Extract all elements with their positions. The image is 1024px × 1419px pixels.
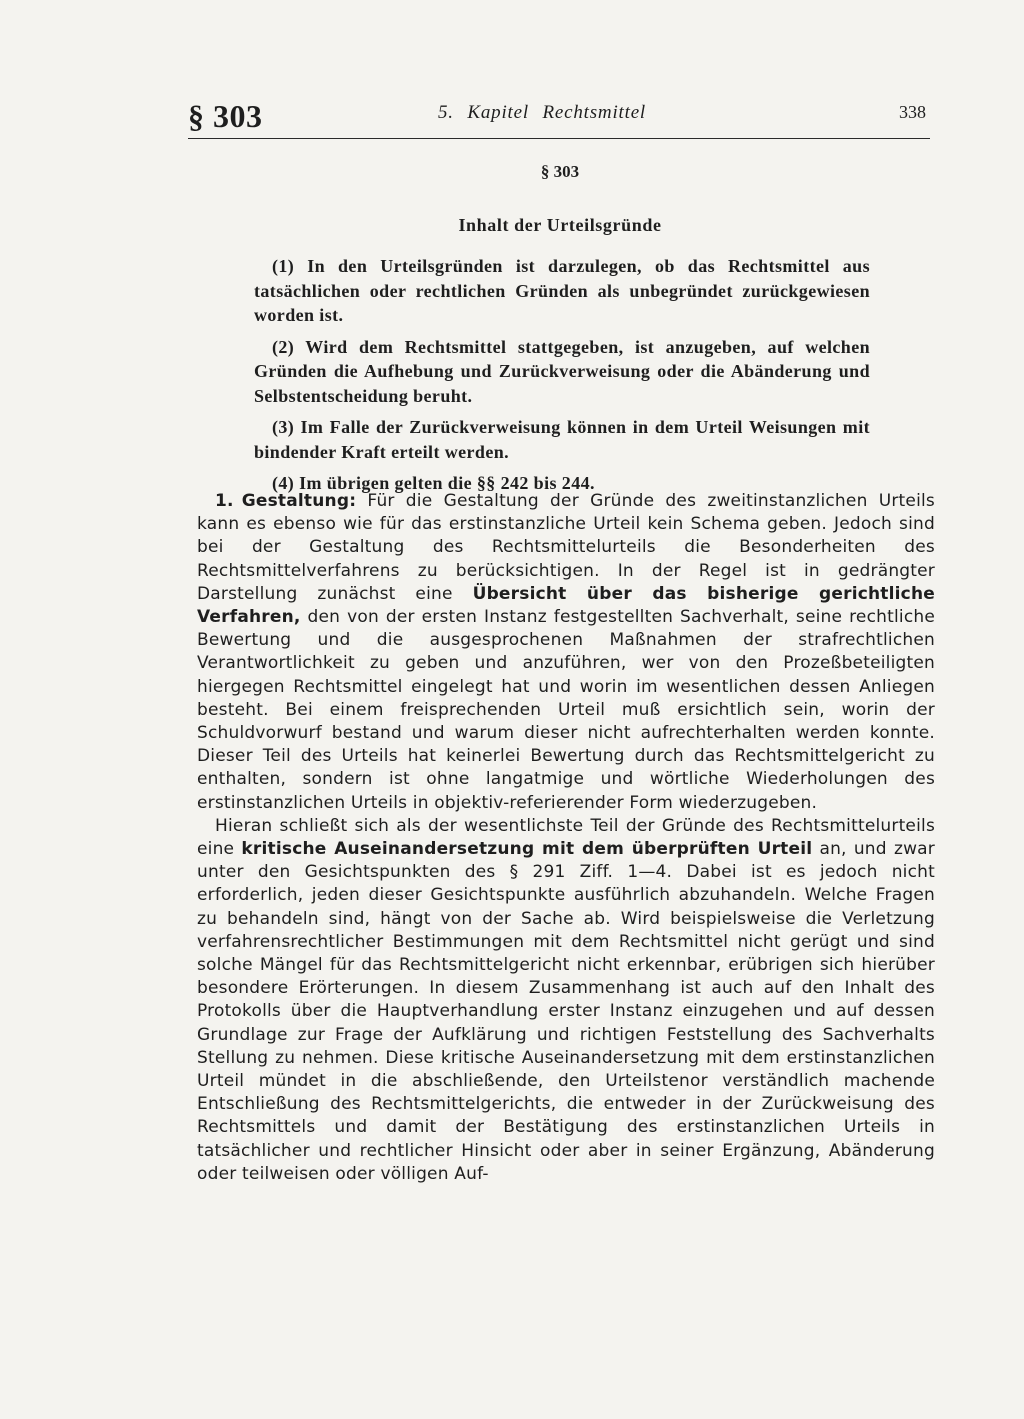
statute-paragraph-1: (1) In den Urteilsgründen ist darzulegen, ob das Rechtsmittel aus tatsächlichen oder rechtlichen Gründen als unbegründet zurückgewiesen worden ist. — [254, 256, 870, 325]
commentary-label: Gestaltung: — [241, 491, 357, 511]
commentary-paragraph-2 — [197, 815, 935, 1186]
commentary-paragraph-1 — [197, 490, 935, 815]
statute-paragraph-3: (3) Im Falle der Zurückverweisung können in dem Urteil Weisungen mit bindender Kraft erteilt werden. — [254, 417, 870, 462]
statute-text — [254, 254, 870, 503]
commentary-text-segment: Hieran schließt sich als der wesentlichste Teil der Gründe des Rechtsmittelurteils eine — [197, 815, 935, 860]
commentary-emphasis: Übersicht über das bisherige gerichtliche Verfahren, — [197, 583, 935, 628]
statute-paragraph-2: (2) Wird dem Rechtsmittel stattgegeben, ist anzugeben, auf welchen Gründen die Aufhebung und Zurückverweisung oder die Abänderung und Selbstentscheidung beruht. — [254, 336, 870, 406]
statute-paragraph-4: (4) Im übrigen gelten die §§ 242 bis 244. — [272, 473, 595, 493]
commentary-number: 1. — [215, 491, 234, 511]
commentary-text-segment: den von der ersten Instanz festgestellten Sachverhalt, seine rechtliche Bewertung und die ausgesprochenen Maßnahmen der strafrechtlichen Verantwortlichkeit zu geben und anzuführen, wer von den Prozeßbeteiligten hiergegen Rechtsmittel eingelegt hat und worin im wesentlichen dessen Anliegen besteht. Bei einem freisprechenden Urteil muß ersichtlich sein, worin der Schuldvorwurf bestand und warum dieser nicht aufrechterhalten werden konnte. Dieser Teil des Urteils hat keinerlei Bewertung durch das Rechtsmittelgericht zu enthalten, sondern ist ohne langatmige und wörtliche Wiederholungen des erstinstanzlichen Urteils in objektiv-referierender Form wiederzugeben. — [197, 607, 935, 813]
section-heading: § 303 — [540, 162, 580, 181]
commentary-emphasis: kritische Auseinandersetzung mit dem überprüften Urteil — [241, 839, 813, 860]
running-header — [188, 98, 930, 138]
section-title: Inhalt der Urteilsgründe — [458, 215, 662, 235]
commentary-text — [197, 490, 935, 1186]
page-number: 338 — [899, 102, 926, 122]
commentary-text-segment: an, und zwar unter den Gesichtspunkten des § 291 Ziff. 1—4. Dabei ist es jedoch nicht erforderlich, jeden dieser Gesichtspunkte ausführlich abzuhandeln. Welche Fragen zu behandeln sind, hängt von der Sache ab. Wird beispielsweise die Verletzung verfahrensrechtlicher Bestimmungen mit dem Rechtsmittel nicht gerügt und sind solche Mängel für das Rechtsmittelgericht nicht erkennbar, erübrigen sich hierüber besondere Erörterungen. In diesem Zusammenhang ist auch auf den Inhalt des Protokolls über die Hauptverhandlung erster Instanz einzugehen und auf dessen Grundlage zur Frage der Aufklärung und richtigen Feststellung des Sachverhalts Stellung zu nehmen. Diese kritische Auseinandersetzung mit dem erstinstanzlichen Urteil mündet in die abschließende, den Urteilstenor verständlich machende Entschließung des Rechtsmittelgerichts, die entweder in der Zurückweisung des Rechtsmittels und damit der Bestätigung des erstinstanzlichen Urteils in tatsächlicher und rechtlicher Hinsicht oder aber in seiner Ergänzung, Abänderung oder teilweisen oder völligen Auf- — [197, 839, 935, 1184]
commentary-text-segment: Für die Gestaltung der Gründe des zweitinstanzlichen Urteils kann es ebenso wie für das erstinstanzliche Urteil kein Schema geben. Jedoch sind bei der Gestaltung des Rechtsmittelurteils die Besonderheiten des Rechtsmittelverfahrens zu berücksichtigen. In der Regel ist in gedrängter Darstellung zunächst eine — [197, 491, 935, 604]
header-section-number: § 303 — [188, 98, 263, 134]
header-divider — [188, 138, 930, 139]
header-chapter-title: 5. Kapitel Rechtsmittel — [438, 102, 647, 123]
